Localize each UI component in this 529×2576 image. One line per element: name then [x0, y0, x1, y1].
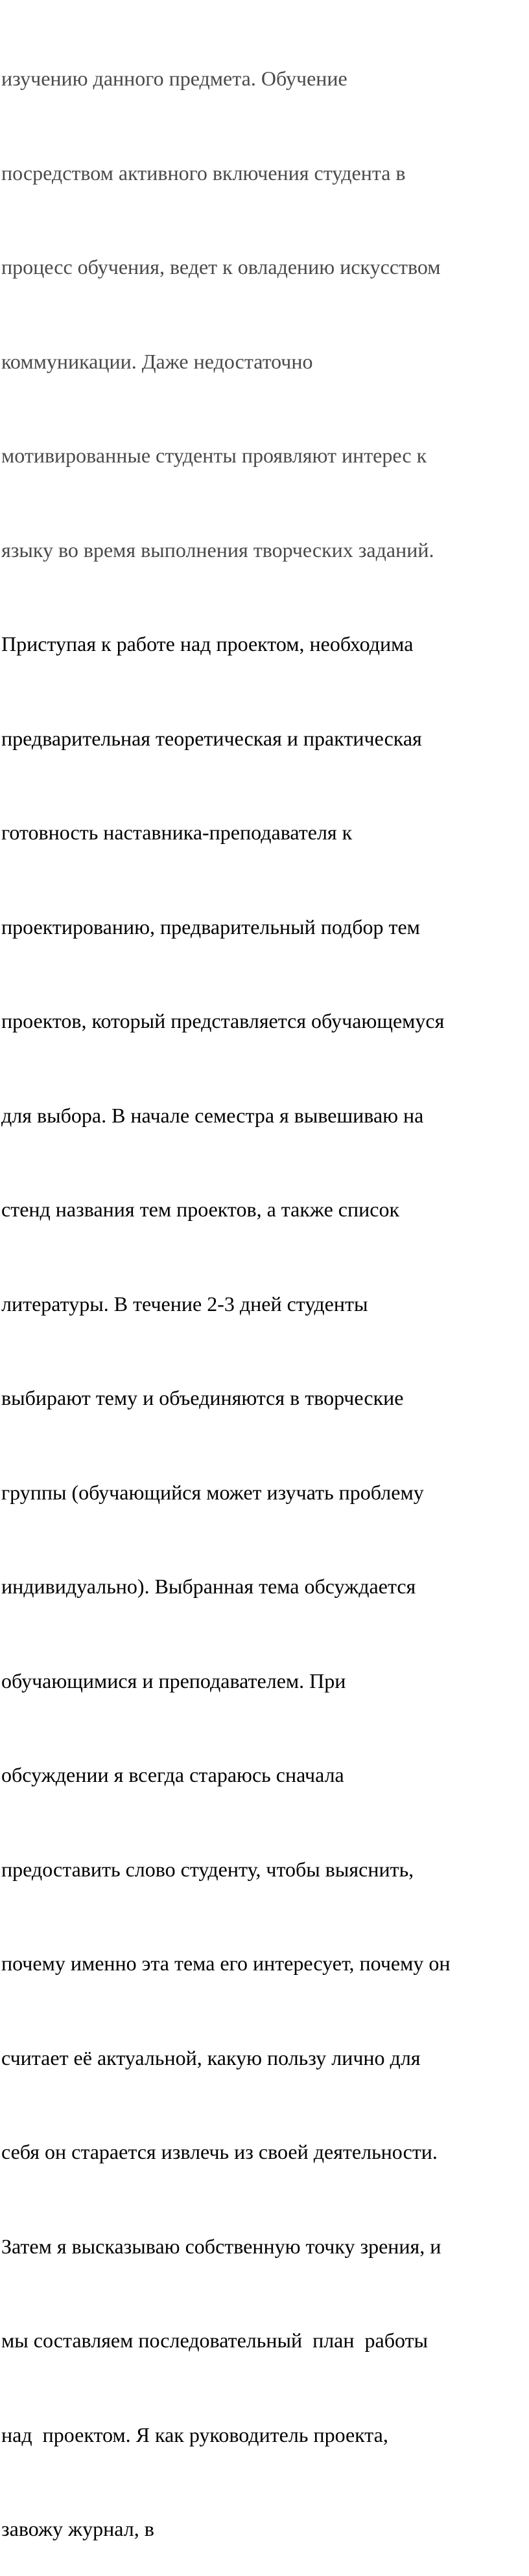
text-line: готовность наставника-преподавателя к [1, 821, 353, 844]
text-line: мы составляем последовательный план работы [1, 2329, 429, 2352]
text-line: обучающимися и преподавателем. При [1, 1669, 346, 1693]
text-line: процесс обучения, ведет к овладению искусством [1, 255, 441, 279]
text-line: группы (обучающийся может изучать проблему [1, 1480, 424, 1504]
text-line: Затем я высказываю собственную точку зрения, и [1, 2234, 441, 2258]
text-line: индивидуально). Выбранная тема обсуждается [1, 1575, 416, 1598]
text-line: над проектом. Я как руководитель проекта, [1, 2422, 388, 2446]
text-line: изучению данного предмета. Обучение [1, 67, 347, 90]
text-line: проектов, который представляется обучающемуся [1, 1009, 445, 1032]
text-line: выбирают тему и объединяются в творческие [1, 1386, 404, 1409]
text-line: завожу журнал, в [1, 2517, 154, 2540]
text-line: языку во время выполнения творческих заданий. [1, 538, 434, 562]
text-line: обсуждении я всегда стараюсь сначала [1, 1763, 344, 1786]
text-line: для выбора. В начале семестра я вывешиваю на [1, 1103, 424, 1127]
text-line: Приступая к работе над проектом, необходима [1, 632, 414, 655]
text-line: себя он старается извлечь из своей деятельности. [1, 2140, 438, 2163]
text-line: коммуникации. Даже недостаточно [1, 349, 313, 373]
document-text [1, 0, 528, 2576]
text-line: проектированию, предварительный подбор тем [1, 915, 420, 939]
text-line: считает её актуальной, какую пользу лично для [1, 2046, 421, 2069]
text-line: стенд названия тем проектов, а также список [1, 1198, 399, 1221]
text-line: посредством активного включения студента в [1, 161, 406, 185]
text-line: мотивированные студенты проявляют интерес к [1, 444, 427, 467]
text-line: почему именно эта тема его интересует, почему он [1, 1952, 451, 1975]
text-line: предоставить слово студенту, чтобы выяснить, [1, 1857, 414, 1881]
text-line: литературы. В течение 2-3 дней студенты [1, 1292, 368, 1316]
text-line: предварительная теоретическая и практическая [1, 726, 422, 750]
